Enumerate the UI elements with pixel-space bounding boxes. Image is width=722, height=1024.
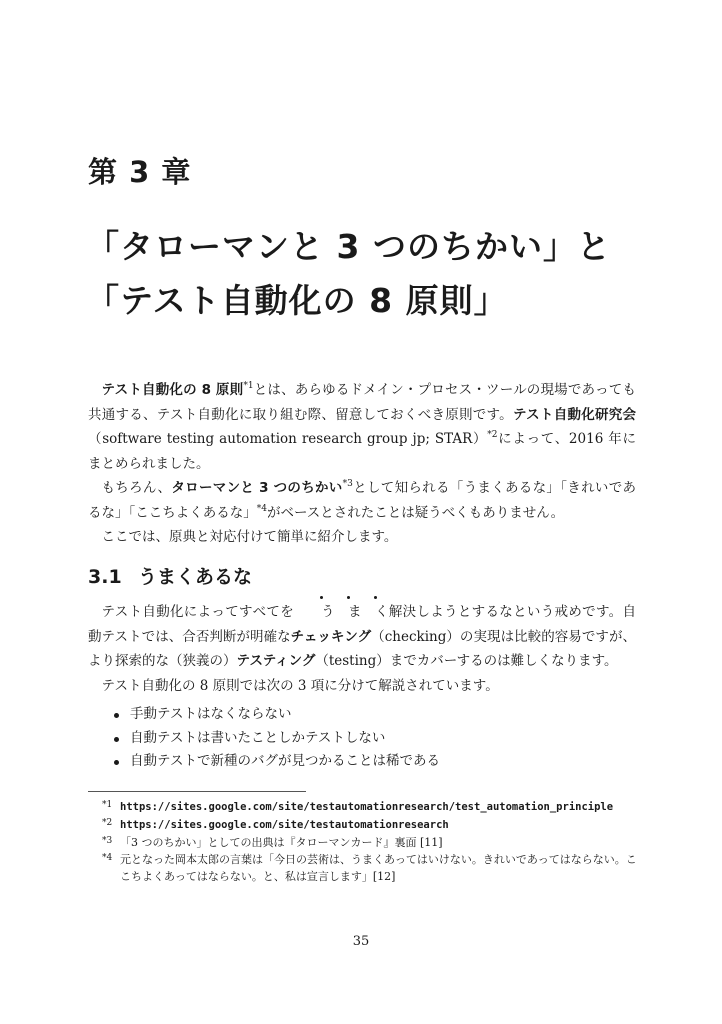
footnote-2 xyxy=(88,816,640,834)
chapter-label: 第 3 章 xyxy=(88,155,192,189)
list-item: 手動テストはなくならない xyxy=(112,703,440,727)
section-number: 3.1 xyxy=(88,566,122,588)
footnote-text-4: 元となった岡本太郎の言葉は「今日の芸術は、うまくあってはいけない。きれいであってはならない。ここちよくあってはならない。と、私は宣言します」[12] xyxy=(120,853,637,883)
chapter-title-line-2: 「テスト自動化の 8 原則」 xyxy=(86,281,508,320)
term-testing: テスティング xyxy=(236,653,316,669)
list-item: 自動テストは書いたことしかテストしない xyxy=(112,727,440,751)
intro-paragraph-1 xyxy=(88,378,636,476)
term-taroman: タローマンと 3 つのちかい xyxy=(171,480,343,496)
chapter-title xyxy=(86,220,646,328)
footnote-ref-2[interactable]: *2 xyxy=(487,430,498,440)
section-body xyxy=(88,600,636,698)
section-p1-testing-paren: （testing）までカバーするのは難しくなります。 xyxy=(315,653,618,669)
chapter-title-line-1: 「タローマンと 3 つのちかい」と xyxy=(86,227,611,266)
term-star: テスト自動化研究会 xyxy=(512,406,636,423)
emphasis-char: う xyxy=(308,600,335,625)
intro-p2-text-3: がベースとされたことは疑うべくもありません。 xyxy=(266,504,565,521)
intro-p1-text-2: （software testing automation research group jp; STAR） xyxy=(88,431,488,447)
footnote-mark: *1 xyxy=(102,800,113,810)
principle-list xyxy=(112,703,440,774)
footnote-ref-3[interactable]: *3 xyxy=(342,479,353,489)
term-checking: チェッキング xyxy=(290,628,372,645)
section-p1-before: テスト自動化によってすべてを xyxy=(101,604,295,620)
footnote-text-3: 「3 つのちかい」としての出典は『タローマンカード』裏面 [11] xyxy=(120,836,443,849)
footnote-mark: *3 xyxy=(102,836,113,846)
emphasis-char: ま xyxy=(335,600,362,625)
emphasis-umaku xyxy=(294,600,389,625)
section-p1-after: 解決しようとするなという戒めです。自動テストでは、合否判断が明確な xyxy=(88,604,636,645)
footnote-ref-4[interactable]: *4 xyxy=(256,503,267,514)
footnote-3 xyxy=(88,834,640,851)
intro-paragraph-2 xyxy=(88,476,636,525)
footnote-4 xyxy=(88,851,640,885)
footnote-link-1[interactable]: https://sites.google.com/site/testautomationresearch/test_automation_principle xyxy=(120,801,614,813)
intro-p2-text-2: として知られる「うまくあるな」「きれいであるな」「ここちよくあるな」 xyxy=(88,480,637,521)
footnote-mark: *2 xyxy=(102,818,113,828)
footnote-mark: *4 xyxy=(102,853,113,863)
section-paragraph-1 xyxy=(88,600,636,674)
intro-section xyxy=(88,378,636,550)
footnote-1 xyxy=(88,798,640,816)
intro-p1-text-3: によって、2016 年にまとめられました。 xyxy=(88,431,636,472)
intro-p2-text-1: もちろん、 xyxy=(101,480,172,496)
footnote-link-2[interactable]: https://sites.google.com/site/testautomationresearch xyxy=(120,819,449,831)
footnotes xyxy=(88,798,640,885)
emphasis-char: く xyxy=(362,600,389,625)
page-number: 35 xyxy=(352,934,370,949)
intro-p1-text-1: とは、あらゆるドメイン・プロセス・ツールの現場であっても共通する、テスト自動化に取り組む際、留意しておくべき原則です。 xyxy=(88,382,636,423)
section-title: うまくあるな xyxy=(138,566,253,588)
intro-paragraph-3: ここでは、原典と対応付けて簡単に紹介します。 xyxy=(101,529,398,545)
section-paragraph-2: テスト自動化の 8 原則では次の 3 項に分けて解説されています。 xyxy=(101,677,499,694)
footnote-ref-1[interactable]: *1 xyxy=(243,381,254,391)
section-p1-checking-paren: （checking）の実現は比較的容易ですが、より探索的な（狭義の） xyxy=(88,628,636,669)
footnote-divider xyxy=(88,791,306,792)
section-heading xyxy=(88,562,252,589)
term-8-principles: テスト自動化の 8 原則 xyxy=(101,382,244,398)
list-item: 自動テストで新種のバグが見つかることは稀である xyxy=(112,750,440,774)
